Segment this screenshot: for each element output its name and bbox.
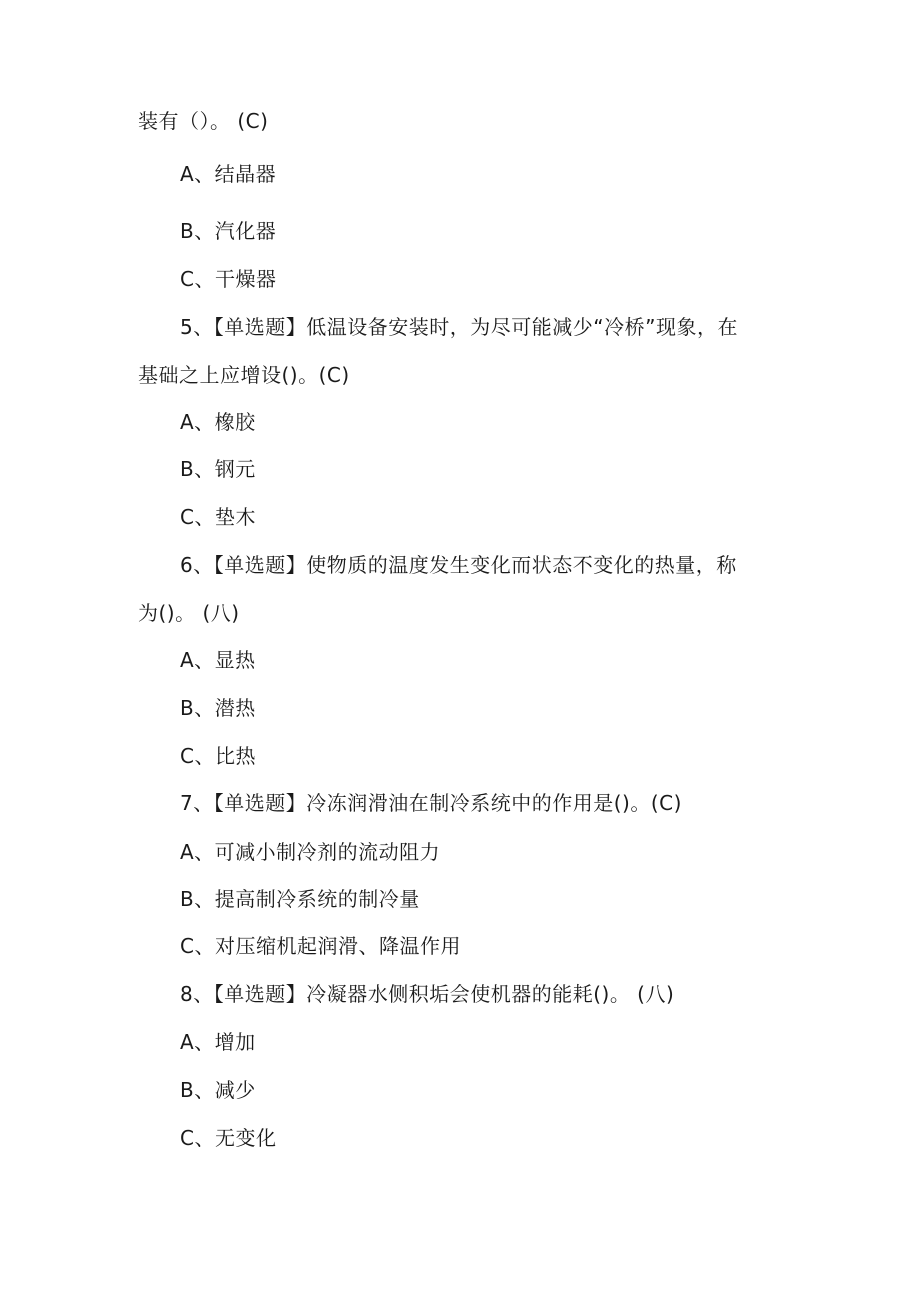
question-4-tail: 装有（）。 (C): [138, 109, 269, 133]
q6-option-a: A、显热: [180, 648, 256, 672]
q4-option-a: A、结晶器: [180, 162, 277, 186]
q8-option-b: B、减少: [180, 1078, 256, 1102]
q7-option-a: A、可减小制冷剂的流动阻力: [180, 840, 441, 864]
q6-option-c: C、比热: [180, 744, 256, 768]
question-6-line-1: 6、【单选题】使物质的温度发生变化而状态不变化的热量，称: [180, 553, 737, 577]
q4-option-b: B、汽化器: [180, 219, 277, 243]
question-5-line-2: 基础之上应增设()。(C): [138, 363, 350, 387]
q5-option-a: A、橡胶: [180, 410, 256, 434]
q8-option-a: A、增加: [180, 1030, 256, 1054]
q7-option-b: B、提高制冷系统的制冷量: [180, 887, 420, 911]
q5-option-c: C、垫木: [180, 505, 256, 529]
question-5-line-1: 5、【单选题】低温设备安装时，为尽可能减少“冷桥”现象，在: [180, 315, 738, 339]
question-8-line-1: 8、【单选题】冷凝器水侧积垢会使机器的能耗()。 (八): [180, 982, 675, 1006]
q4-option-c: C、干燥器: [180, 267, 277, 291]
q7-option-c: C、对压缩机起润滑、降温作用: [180, 934, 461, 958]
q6-option-b: B、潜热: [180, 696, 256, 720]
question-7-line-1: 7、【单选题】冷冻润滑油在制冷系统中的作用是()。(C): [180, 791, 682, 815]
q8-option-c: C、无变化: [180, 1126, 277, 1150]
q5-option-b: B、钢元: [180, 457, 256, 481]
question-6-line-2: 为()。 (八): [138, 601, 240, 625]
